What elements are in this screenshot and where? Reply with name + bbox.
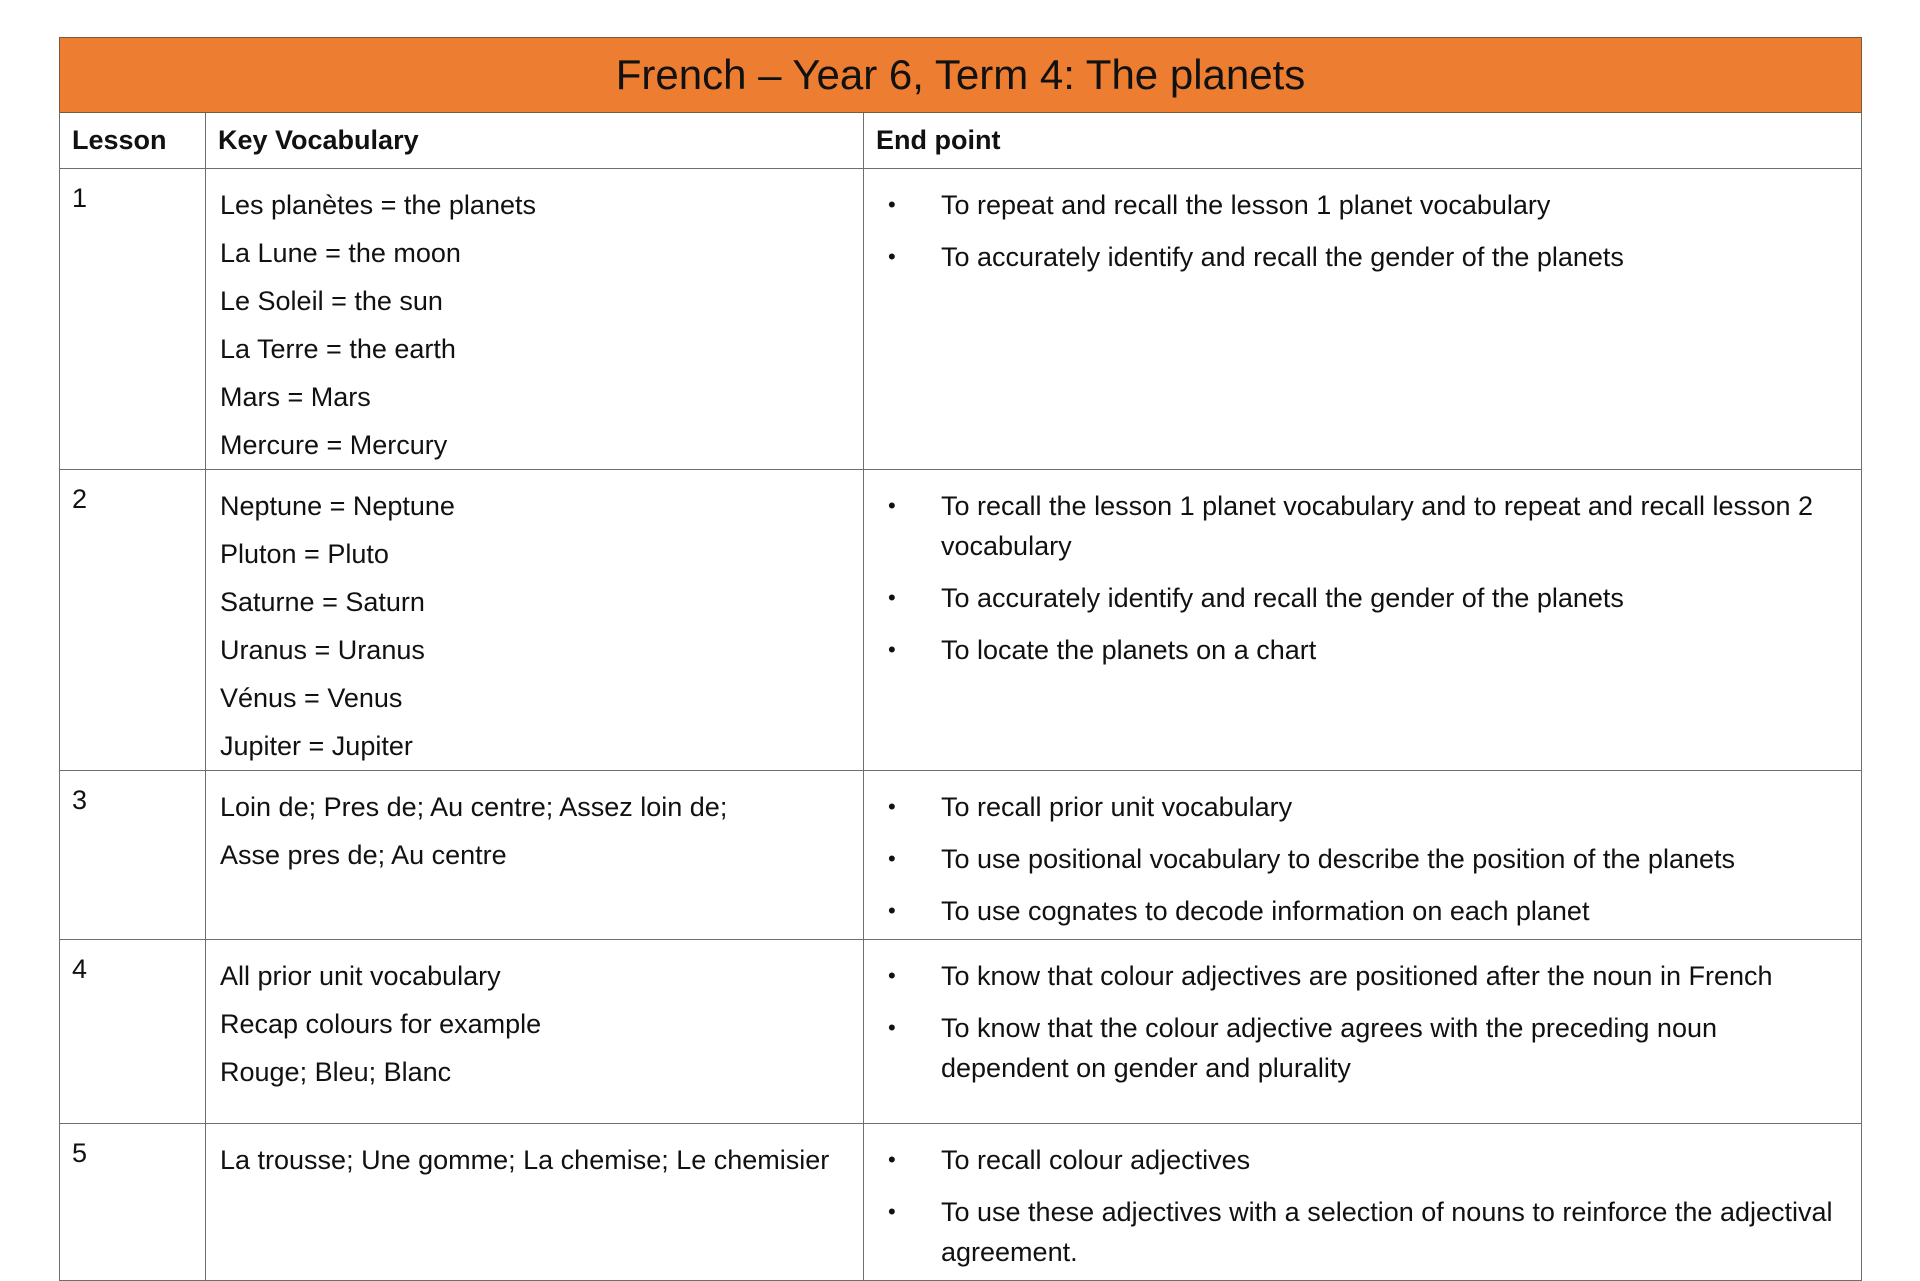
end-point-item <box>864 233 1841 277</box>
vocabulary-item: Le Soleil = the sun <box>220 286 443 316</box>
vocabulary-item: All prior unit vocabulary <box>220 961 501 991</box>
bullet-icon: • <box>888 1147 896 1172</box>
vocabulary-item: La Lune = the moon <box>220 238 461 268</box>
vocabulary-item: Uranus = Uranus <box>220 635 425 665</box>
vocabulary-item: Les planètes = the planets <box>220 190 536 220</box>
end-point-item <box>864 887 1841 931</box>
end-point-text: To know that colour adjectives are positioned after the noun in French <box>941 961 1773 991</box>
end-point-list <box>864 482 1841 670</box>
vocabulary-item: Jupiter = Jupiter <box>220 731 413 761</box>
end-point-item <box>864 783 1841 827</box>
lesson-number: 4 <box>60 940 206 1124</box>
end-point-text: To repeat and recall the lesson 1 planet vocabulary <box>941 190 1551 220</box>
end-point-cell <box>864 771 1862 940</box>
vocabulary-item: Neptune = Neptune <box>220 491 455 521</box>
vocabulary-item: Loin de; Pres de; Au centre; Assez loin de; <box>220 792 728 822</box>
end-point-item <box>864 1188 1841 1272</box>
lesson-number: 1 <box>60 169 206 470</box>
vocabulary-item: La Terre = the earth <box>220 334 456 364</box>
end-point-list <box>864 952 1841 1088</box>
end-point-list <box>864 783 1841 931</box>
lesson-plan-document <box>59 37 1861 1281</box>
bullet-icon: • <box>888 963 896 988</box>
end-point-text: To recall prior unit vocabulary <box>941 792 1293 822</box>
end-point-text: To recall colour adjectives <box>941 1145 1251 1175</box>
table-row <box>60 1124 1862 1281</box>
end-point-list <box>864 1136 1841 1272</box>
end-point-item <box>864 952 1841 996</box>
lesson-number: 3 <box>60 771 206 940</box>
end-point-list <box>864 181 1841 277</box>
vocabulary-item: Vénus = Venus <box>220 683 403 713</box>
vocabulary-item: Asse pres de; Au centre <box>220 840 507 870</box>
end-point-item <box>864 835 1841 879</box>
end-point-item <box>864 482 1841 566</box>
end-point-item <box>864 626 1841 670</box>
bullet-icon: • <box>888 898 896 923</box>
bullet-icon: • <box>888 192 896 217</box>
table-row <box>60 169 1862 470</box>
bullet-icon: • <box>888 585 896 610</box>
vocabulary-item: Pluton = Pluto <box>220 539 389 569</box>
vocabulary-cell <box>206 771 864 940</box>
vocabulary-item: Saturne = Saturn <box>220 587 425 617</box>
bullet-icon: • <box>888 794 896 819</box>
lesson-plan-table <box>59 37 1862 1281</box>
column-header-end-point: End point <box>864 113 1862 169</box>
table-row <box>60 940 1862 1124</box>
bullet-icon: • <box>888 244 896 269</box>
end-point-text: To use positional vocabulary to describe the position of the planets <box>941 844 1735 874</box>
vocabulary-item: La trousse; Une gomme; La chemise; Le chemisier <box>220 1145 830 1175</box>
vocabulary-item: Rouge; Bleu; Blanc <box>220 1057 452 1087</box>
end-point-item <box>864 1004 1841 1088</box>
end-point-cell <box>864 1124 1862 1281</box>
end-point-text: To accurately identify and recall the gender of the planets <box>941 242 1624 272</box>
end-point-cell <box>864 940 1862 1124</box>
vocabulary-cell <box>206 940 864 1124</box>
page-title: French – Year 6, Term 4: The planets <box>60 38 1862 113</box>
end-point-text: To accurately identify and recall the gender of the planets <box>941 583 1624 613</box>
vocabulary-item: Mercure = Mercury <box>220 430 448 460</box>
end-point-item <box>864 574 1841 618</box>
end-point-cell <box>864 470 1862 771</box>
end-point-item <box>864 1136 1841 1180</box>
header-row <box>60 113 1862 169</box>
table-row <box>60 470 1862 771</box>
end-point-text: To know that the colour adjective agrees with the preceding noun dependent on gender and plurality <box>941 1013 1717 1083</box>
column-header-vocabulary: Key Vocabulary <box>206 113 864 169</box>
vocabulary-cell <box>206 1124 864 1281</box>
vocabulary-item: Mars = Mars <box>220 382 371 412</box>
vocabulary-cell <box>206 169 864 470</box>
end-point-text: To use cognates to decode information on each planet <box>941 896 1590 926</box>
end-point-text: To locate the planets on a chart <box>941 635 1317 665</box>
end-point-item <box>864 181 1841 225</box>
end-point-text: To recall the lesson 1 planet vocabulary and to repeat and recall lesson 2 vocabulary <box>941 491 1814 561</box>
column-header-lesson: Lesson <box>60 113 206 169</box>
bullet-icon: • <box>888 637 896 662</box>
lesson-number: 2 <box>60 470 206 771</box>
bullet-icon: • <box>888 1015 896 1040</box>
vocabulary-item: Recap colours for example <box>220 1009 542 1039</box>
bullet-icon: • <box>888 493 896 518</box>
bullet-icon: • <box>888 1199 896 1224</box>
table-row <box>60 771 1862 940</box>
lesson-number: 5 <box>60 1124 206 1281</box>
end-point-cell <box>864 169 1862 470</box>
vocabulary-cell <box>206 470 864 771</box>
title-row <box>60 38 1862 113</box>
bullet-icon: • <box>888 846 896 871</box>
end-point-text: To use these adjectives with a selection of nouns to reinforce the adjectival agreement. <box>941 1197 1833 1267</box>
